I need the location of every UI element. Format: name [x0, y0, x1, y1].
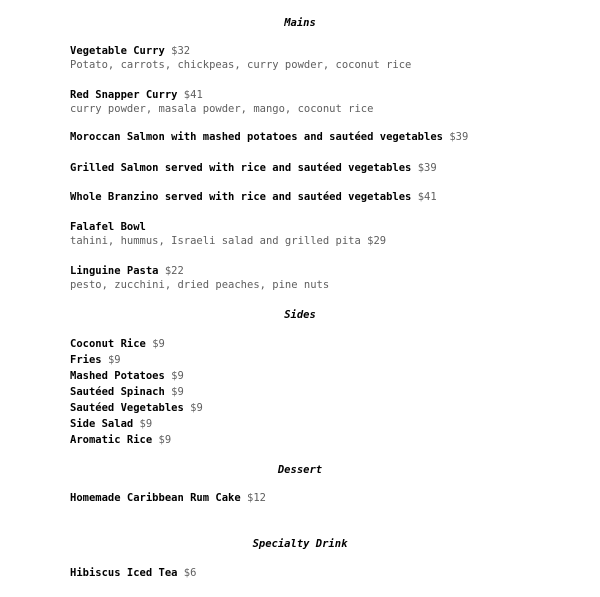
menu-item [70, 338, 165, 351]
menu-item [70, 567, 196, 580]
item-name: Red Snapper Curry [70, 89, 178, 101]
section-title-sides: Sides [284, 309, 316, 321]
item-name: Hibiscus Iced Tea [70, 567, 178, 579]
menu-item [70, 191, 437, 204]
menu-item [70, 131, 468, 144]
menu-item [70, 45, 190, 58]
menu-item [70, 354, 121, 367]
section-title-mains: Mains [284, 17, 316, 29]
item-name: Sautéed Spinach [70, 386, 165, 398]
item-price: $12 [247, 492, 266, 504]
item-price: $32 [171, 45, 191, 57]
item-name: Sautéed Vegetables [70, 402, 184, 414]
menu-item [70, 402, 203, 415]
section-title-dessert: Dessert [277, 464, 323, 476]
item-name: Grilled Salmon served with rice and sautéed vegetables [70, 162, 412, 174]
item-description: tahini, hummus, Israeli salad and grilled pita [70, 235, 361, 247]
item-price: $9 [152, 338, 165, 350]
item-price: $39 [417, 162, 437, 174]
menu-item [70, 89, 203, 102]
menu-item [70, 265, 184, 278]
item-name: Aromatic Rice [70, 434, 153, 446]
section-title-specialty-drink: Specialty Drink [252, 538, 348, 550]
item-price: $39 [449, 131, 469, 143]
item-description: curry powder, masala powder, mango, coconut rice [70, 103, 374, 115]
item-price: $9 [139, 418, 153, 430]
item-name: Homemade Caribbean Rum Cake [70, 492, 241, 504]
menu-item [70, 386, 184, 399]
item-name: Coconut Rice [70, 338, 146, 350]
item-price: $9 [158, 434, 172, 446]
item-price: $9 [190, 402, 203, 414]
item-name: Fries [70, 354, 102, 366]
item-price: $9 [171, 370, 184, 382]
item-price: $6 [183, 567, 197, 579]
item-name: Vegetable Curry [70, 45, 165, 57]
menu-item [70, 418, 152, 431]
menu-item [70, 221, 146, 234]
item-name: Whole Branzino served with rice and sautéed vegetables [70, 191, 412, 203]
item-name: Falafel Bowl [70, 221, 146, 233]
menu-item [70, 162, 437, 175]
item-description: pesto, zucchini, dried peaches, pine nuts [70, 279, 330, 291]
item-description: Potato, carrots, chickpeas, curry powder, coconut rice [70, 59, 412, 71]
item-description-row [70, 235, 386, 248]
item-name: Moroccan Salmon with mashed potatoes and sautéed vegetables [70, 131, 443, 143]
menu-item [70, 370, 184, 383]
item-price: $9 [171, 386, 184, 398]
item-price: $22 [164, 265, 184, 277]
item-price: $41 [417, 191, 437, 203]
menu-item [70, 434, 171, 447]
item-price: $41 [183, 89, 203, 101]
item-price: $29 [367, 235, 387, 247]
item-name: Side Salad [70, 418, 134, 430]
item-name: Mashed Potatoes [70, 370, 165, 382]
item-name: Linguine Pasta [70, 265, 159, 277]
item-price: $9 [107, 354, 121, 366]
menu-item [70, 492, 266, 505]
